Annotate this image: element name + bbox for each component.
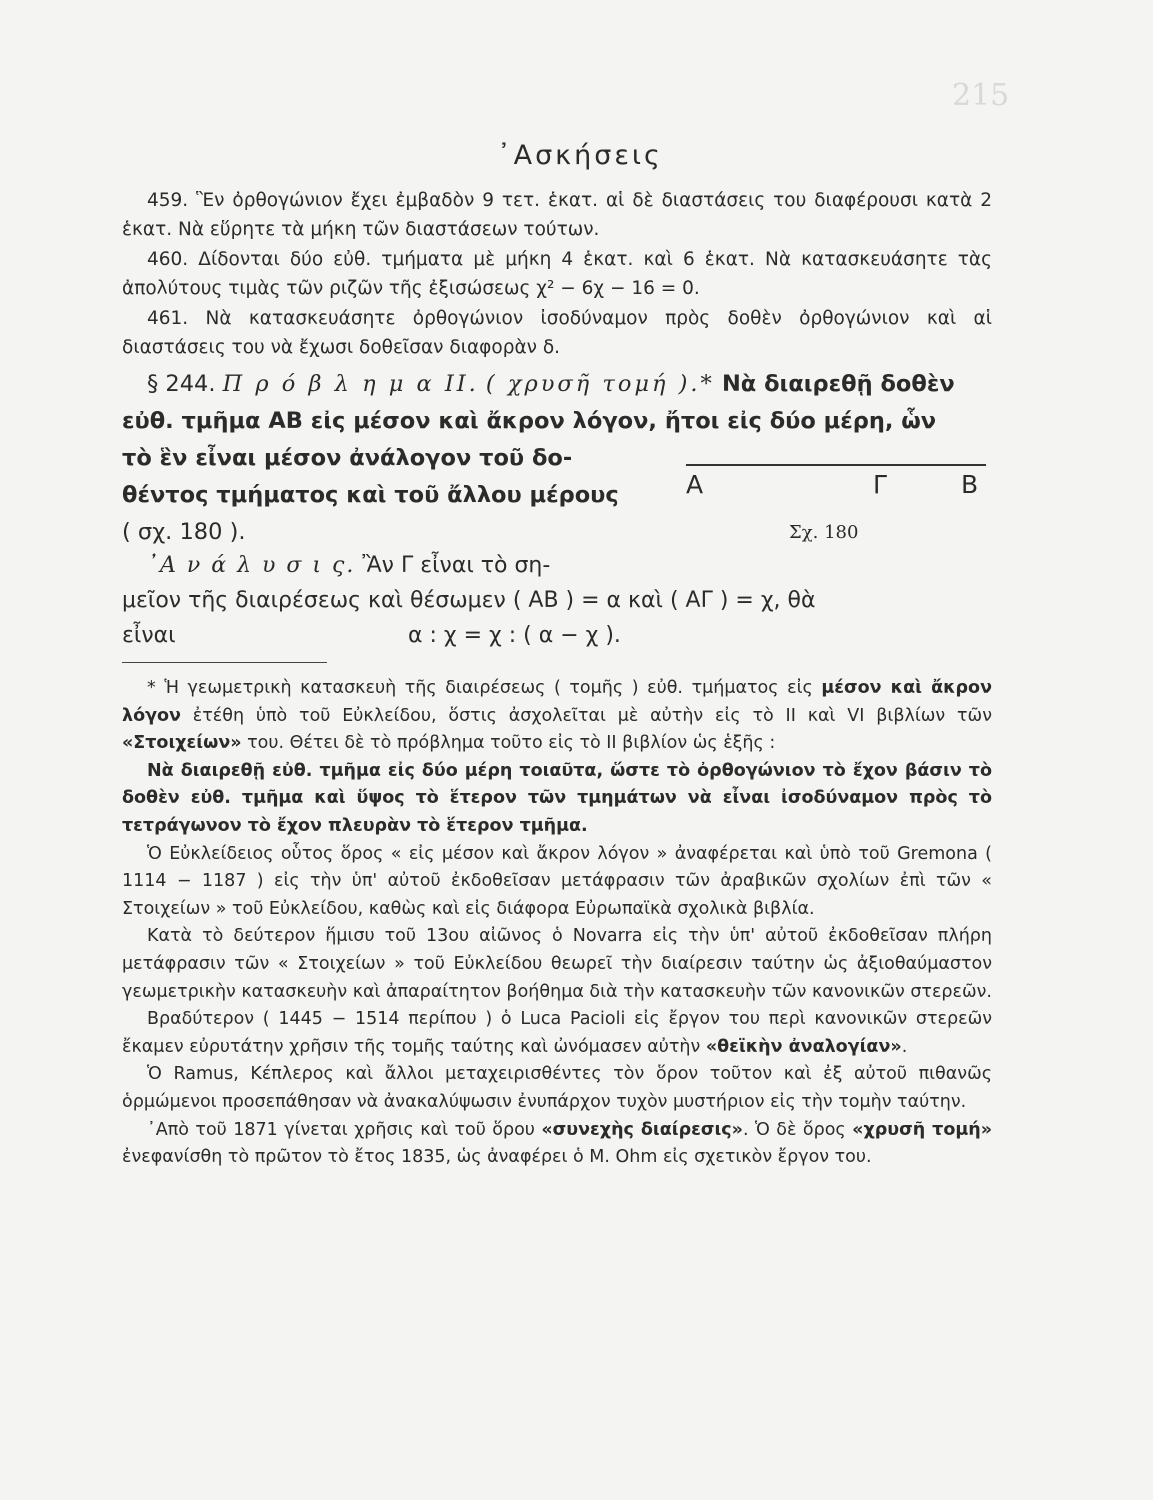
section-number: § 244.	[147, 371, 216, 397]
footnote-paragraph-4: Βραδύτερον ( 1445 − 1514 περίπου ) ὁ Luca Pacioli εἰς ἔργον του περὶ κανονικῶν στερεῶν ἔκαμεν εὐρυτάτην χρῆσιν τῆς τομῆς ταύτης καὶ ὠνόμασεν αὐτὴν «θεϊκὴν ἀναλογίαν».	[122, 1009, 992, 1057]
footnote-rule	[122, 662, 327, 663]
analysis-text-3: εἶναι	[122, 623, 176, 648]
footnote-paragraph-6: ᾿Απὸ τοῦ 1871 γίνεται χρῆσις καὶ τοῦ ὅρου «συνεχὴς διαίρεσις». Ὁ δὲ ὅρος «χρυσῆ τομή» ἐνεφανίσθη τὸ πρῶτον τὸ ἔτος 1835, ὡς ἀναφέρει ὁ Μ. Ohm εἰς σχετικὸν ἔργον του.	[122, 1119, 992, 1168]
section-title-line	[122, 366, 992, 403]
analysis-line-2: μεῖον τῆς διαιρέσεως καὶ θέσωμεν ( ΑΒ ) = α καὶ ( ΑΓ ) = χ, θὰ	[122, 588, 816, 613]
analysis-line-3	[122, 618, 992, 653]
problem-line-3: τὸ ἓν εἶναι μέσον ἀνάλογον τοῦ δο-	[122, 445, 573, 471]
point-a-label: Α	[686, 470, 704, 499]
segment-ab	[686, 464, 986, 466]
problem-line-2: εὐθ. τμῆμα ΑΒ εἰς μέσον καὶ ἄκρον λόγον, ἤτοι εἰς δύο μέρη, ὧν	[122, 408, 937, 434]
problem-label: Π ρ ό β λ η μ α II.	[222, 371, 479, 397]
footnote-paragraph-1: * Ἡ γεωμετρικὴ κατασκευὴ τῆς διαιρέσεως ( τομῆς ) εὐθ. τμήματος εἰς μέσον καὶ ἄκρον λόγον ἐτέθη ὑπὸ τοῦ Εὐκλείδου, ὅστις ἀσχολεῖται μὲ αὐτὴν εἰς τὸ II καὶ VI βιβλίων τῶν «Στοιχείων» του. Θέτει δὲ τὸ πρόβλημα τοῦτο εἰς τὸ II βιβλίον ὡς ἑξῆς :	[122, 678, 992, 754]
problem-line-4: θέντος τμήματος καὶ τοῦ ἄλλου μέρους	[122, 482, 619, 508]
point-g-label: Γ	[873, 470, 887, 499]
analysis-text-1: Ἂν Γ εἶναι τὸ ση-	[362, 553, 551, 578]
euclid-statement: Νὰ διαιρεθῇ εὐθ. τμῆμα εἰς δύο μέρη τοιαῦτα, ὥστε τὸ ὀρθογώνιον τὸ ἔχον βάσιν τὸ δοθὲν εὐθ. τμῆμα καὶ ὕψος τὸ ἕτερον τῶν τμημάτων νὰ εἶναι ἰσοδύναμον πρὸς τὸ τετράγωνον τὸ ἔχον πλευρὰν τὸ ἕτερον τμῆμα.	[122, 760, 992, 836]
problem-line-5: ( σχ. 180 ).	[122, 519, 246, 545]
footnote-block	[122, 675, 992, 1172]
point-b-label: Β	[961, 470, 979, 499]
footnote-paragraph-3: Κατὰ τὸ δεύτερον ἥμισυ τοῦ 13ου αἰῶνος ὁ Novarra εἰς τὴν ὑπ' αὐτοῦ ἐκδοθεῖσαν πλήρη μετάφρασιν τῶν « Στοιχείων » τοῦ Εὐκλείδου θεωρεῖ τὴν διαίρεσιν ταύτην ὡς ἀξιοθαύμαστον γεωμετρικὴν κατασκευὴν καὶ ἀπαραίτητον βοήθημα διὰ τὴν κατασκευὴν τῶν κανονικῶν στερεῶν.	[122, 926, 992, 1002]
exercise-459: 459. Ἓν ὀρθογώνιον ἔχει ἐμβαδὸν 9 τετ. ἑκατ. αἱ δὲ διαστάσεις του διαφέρουσι κατὰ 2 ἑκατ. Νὰ εὕρητε τὰ μήκη τῶν διαστάσεων τούτων.	[122, 190, 992, 240]
footnote-paragraph-5: Ὁ Ramus, Κέπλερος καὶ ἄλλοι μεταχειρισθέντες τὸν ὅρον τοῦτον καὶ ἐξ αὐτοῦ πιθανῶς ὁρμώμενοι προσεπάθησαν νὰ ἀνακαλύψωσιν ἐνυπάρχον τυχὸν μυστήριον εἰς τὴν τομὴν ταύτην.	[122, 1064, 992, 1112]
figure-180	[686, 460, 986, 550]
footnote-paragraph-2: Ὁ Εὐκλείδειος οὗτος ὅρος « εἰς μέσον καὶ ἄκρον λόγον » ἀναφέρεται καὶ ὑπὸ τοῦ Gremona ( 1114 − 1187 ) εἰς τὴν ὑπ' αὐτοῦ ἐκδοθεῖσαν μετάφρασιν τῶν ἀραβικῶν σχολίων ἐπὶ τῶν « Στοιχείων » τοῦ Εὐκλείδου, καθὼς καὶ εἰς διάφορα Εὐρωπαϊκὰ σχολικὰ βιβλία.	[122, 843, 992, 919]
analysis-block	[122, 548, 992, 653]
proportion-equation: α : χ = χ : ( α − χ ).	[408, 623, 621, 648]
analysis-line-1	[122, 548, 992, 583]
page-number: 215	[952, 78, 1010, 113]
exercise-461: 461. Νὰ κατασκευάσητε ὀρθογώνιον ἰσοδύναμον πρὸς δοθὲν ὀρθογώνιον καὶ αἱ διαστάσεις του νὰ ἔχωσι δοθεῖσαν διαφορὰν δ.	[122, 308, 992, 358]
problem-statement-start: Νὰ διαιρεθῇ δοθὲν	[721, 371, 955, 397]
page-heading: ᾿Ασκήσεις	[497, 140, 663, 171]
figure-caption: Σχ. 180	[789, 522, 859, 543]
exercises-block	[122, 186, 992, 362]
problem-subtitle: ( χρυσῆ τομή ).*	[485, 371, 715, 397]
analysis-label: ᾿Α ν ά λ υ σ ι ς.	[147, 553, 356, 578]
exercise-460: 460. Δίδονται δύο εὐθ. τμήματα μὲ μήκη 4 ἑκατ. καὶ 6 ἑκατ. Νὰ κατασκευάσητε τὰς ἀπολύτους τιμὰς τῶν ριζῶν τῆς ἐξισώσεως χ² − 6χ − 16 = 0.	[122, 249, 992, 299]
